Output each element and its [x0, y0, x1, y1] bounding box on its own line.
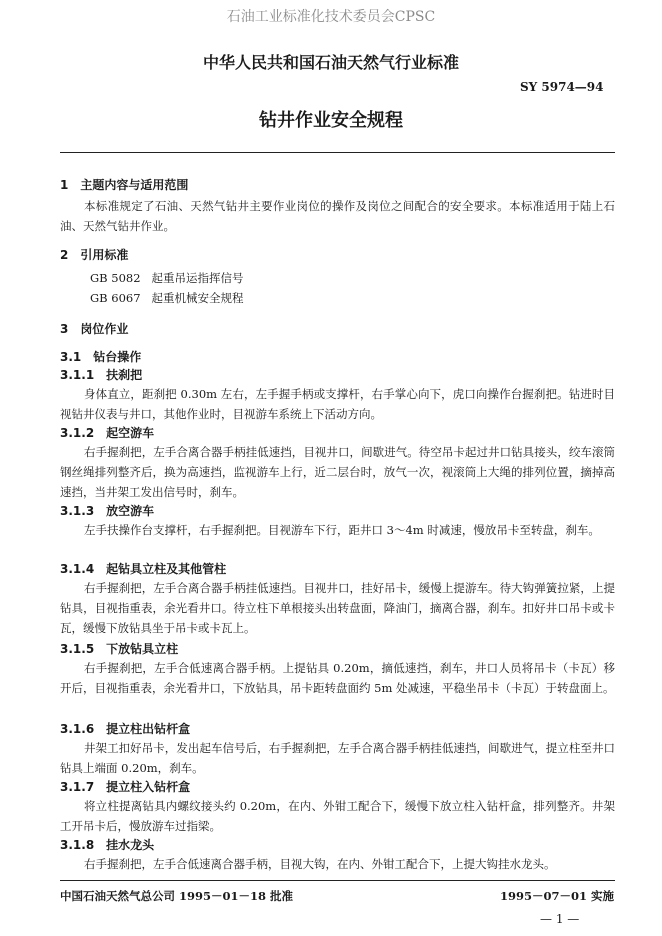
clause-text — [60, 658, 615, 698]
clause-body: 将立柱提离钻具内螺纹接头约 0.20m，在内、外钳工配合下，缓慢下放立柱入钻杆盒，排列整齐。井架工开吊卡后，慢放游车过指梁。 — [60, 799, 615, 833]
reference-item — [90, 290, 244, 306]
reference-title: 起重机械安全规程 — [151, 291, 244, 305]
clause-heading: 3.1.6 提立柱出钻杆盒 — [60, 722, 191, 736]
clause-body: 右手握刹把，左手合低速离合器手柄，目视大钩，在内、外钳工配合下，上提大钩挂水龙头。 — [84, 857, 556, 871]
watermark-text: 石油工业标准化技术委员会CPSC — [226, 9, 436, 25]
section-3-heading: 3 岗位作业 — [60, 322, 129, 336]
footer-rule — [60, 880, 615, 881]
page-number: — 1 — — [540, 912, 580, 926]
clause-body: 身体直立，距刹把 0.30m 左右，左手握手柄或支撑杆，右手掌心向下，虎口向操作台握刹把。钻进时目视钻井仪表与井口，其他作业时，目视游车系统上下活动方向。 — [60, 387, 615, 421]
clause-heading: 3.1.8 挂水龙头 — [60, 838, 155, 852]
clause-body: 右手握刹把，左手合低速离合器手柄。上提钻具 0.20m，摘低速挡，刹车，井口人员将吊卡（卡瓦）移开后，目视指重表，余光看井口，下放钻具，吊卡距转盘面约 5m 处减速，平稳坐吊卡（卡瓦）于转盘面上。 — [60, 661, 615, 695]
clause-heading: 3.1.1 扶刹把 — [60, 368, 143, 382]
section-1-heading: 1 主题内容与适用范围 — [60, 178, 189, 192]
clause-heading: 3.1.4 起钻具立柱及其他管柱 — [60, 562, 227, 576]
document-title: 钻井作业安全规程 — [259, 110, 403, 131]
reference-code: GB 6067 — [90, 291, 141, 305]
section-2-heading: 2 引用标准 — [60, 248, 129, 262]
reference-title: 起重吊运指挥信号 — [151, 271, 244, 285]
clause-body: 井架工扣好吊卡，发出起车信号后，右手握刹把，左手合离合器手柄挂低速挡，间歇进气，提立柱至井口钻具上端面 0.20m，刹车。 — [60, 741, 615, 775]
clause-body: 右手握刹把，左手合离合器手柄挂低速挡。目视井口，挂好吊卡，缓慢上提游车。待大钩弹簧拉紧，上提钻具，目视指重表，余光看井口。待立柱下单根接头出转盘面，降油门，摘离合器，刹车。扣好井口吊卡或卡瓦，缓慢下放钻具坐于吊卡或卡瓦上。 — [60, 581, 615, 635]
clause-text — [60, 854, 615, 874]
section-1-body: 本标准规定了石油、天然气钻井主要作业岗位的操作及岗位之间配合的安全要求。本标准适用于陆上石油、天然气钻井作业。 — [60, 199, 615, 233]
clause-body: 左手扶操作台支撑杆，右手握刹把。目视游车下行，距井口 3～4m 时减速，慢放吊卡至转盘，刹车。 — [84, 523, 600, 537]
standard-code: SY 5974—94 — [520, 80, 604, 94]
header-rule — [60, 152, 615, 153]
clause-text — [60, 442, 615, 502]
clause-text — [60, 520, 615, 540]
reference-code: GB 5082 — [90, 271, 141, 285]
clause-text — [60, 796, 615, 836]
subsection-3-1-heading: 3.1 钻台操作 — [60, 350, 142, 364]
reference-item — [90, 270, 244, 286]
approval-date: 中国石油天然气总公司 1995－01－18 批准 — [60, 889, 294, 903]
clause-text — [60, 384, 615, 424]
clause-heading: 3.1.5 下放钻具立柱 — [60, 642, 179, 656]
clause-heading: 3.1.2 起空游车 — [60, 426, 155, 440]
clause-text — [60, 738, 615, 778]
clause-body: 右手握刹把，左手合离合器手柄挂低速挡，目视井口，间歇进气。待空吊卡起过井口钻具接头，绞车滚筒钢丝绳排列整齐后，换为高速挡，监视游车上行，近二层台时，放气一次，视滚筒上大绳的排列位置，摘掉高速挡，当井架工发出信号时，刹车。 — [60, 445, 615, 499]
section-1-text — [60, 196, 615, 236]
clause-heading: 3.1.3 放空游车 — [60, 504, 155, 518]
national-standard-title: 中华人民共和国石油天然气行业标准 — [202, 53, 459, 72]
clause-heading: 3.1.7 提立柱入钻杆盒 — [60, 780, 191, 794]
effective-date: 1995－07－01 实施 — [500, 889, 615, 903]
clause-text — [60, 578, 615, 638]
